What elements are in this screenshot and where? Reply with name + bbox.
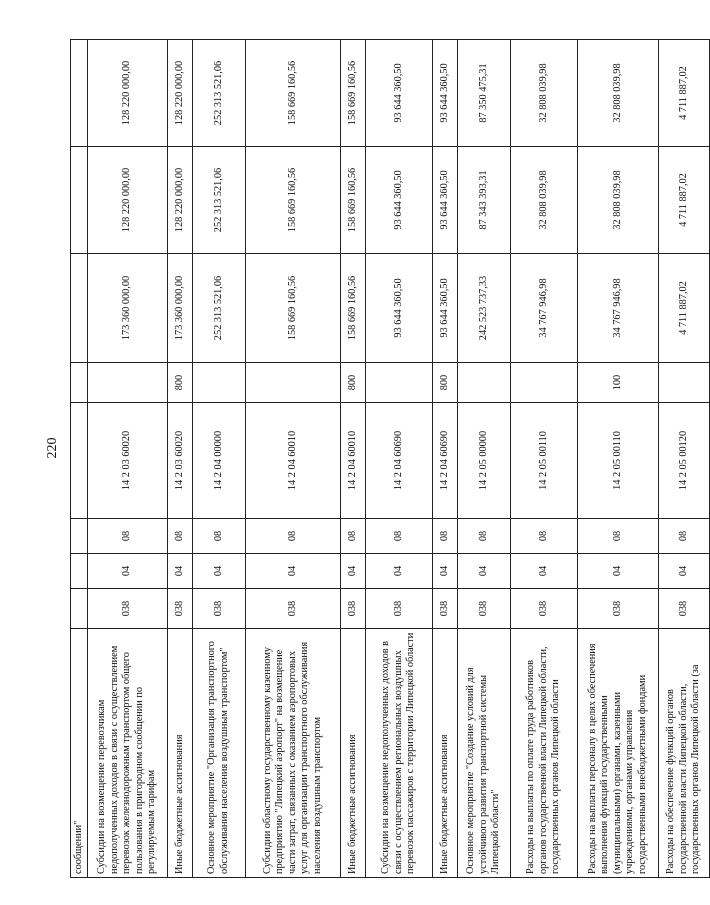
cell-admin: 038 — [88, 589, 168, 629]
cell-section: 04 — [341, 554, 366, 589]
cell-name: Иные бюджетные ассигнования — [341, 629, 366, 878]
cell-name: Иные бюджетные ассигнования — [433, 629, 458, 878]
cell-admin — [71, 589, 88, 629]
cell-y1: 252 313 521,06 — [193, 254, 246, 363]
cell-section: 04 — [168, 554, 193, 589]
cell-target — [71, 403, 88, 519]
cell-kind — [458, 363, 511, 403]
cell-y2: 128 220 000,00 — [88, 147, 168, 254]
cell-y2: 93 644 360,50 — [366, 147, 433, 254]
cell-target: 14 2 05 00110 — [578, 403, 659, 519]
cell-y2: 128 220 000,00 — [168, 147, 193, 254]
cell-name: Иные бюджетные ассигнования — [168, 629, 193, 878]
cell-y2: 252 313 521,06 — [193, 147, 246, 254]
cell-name: Субсидии на возмещение недополученных доходов в связи с осуществлением региональных воздушных перевозок пассажиров с территории Липецкой области — [366, 629, 433, 878]
cell-subsection: 08 — [341, 519, 366, 554]
cell-kind — [246, 363, 341, 403]
cell-y2: 87 343 393,31 — [458, 147, 511, 254]
cell-section: 04 — [193, 554, 246, 589]
cell-y2: 158 669 160,56 — [246, 147, 341, 254]
cell-kind: 800 — [433, 363, 458, 403]
cell-section: 04 — [458, 554, 511, 589]
cell-y2: 4 711 887,02 — [659, 147, 710, 254]
cell-admin: 038 — [458, 589, 511, 629]
table-row — [341, 40, 366, 878]
cell-target: 14 2 03 60020 — [88, 403, 168, 519]
cell-kind — [88, 363, 168, 403]
cell-y3: 87 350 475,31 — [458, 40, 511, 147]
cell-section: 04 — [659, 554, 710, 589]
cell-subsection: 08 — [458, 519, 511, 554]
page-number: 220 — [45, 437, 60, 459]
cell-y1: 173 360 000,00 — [88, 254, 168, 363]
table-row — [578, 40, 659, 878]
cell-section: 04 — [433, 554, 458, 589]
table-row — [458, 40, 511, 878]
table-row — [88, 40, 168, 878]
table-row — [366, 40, 433, 878]
table-row — [193, 40, 246, 878]
cell-name: Расходы на выплаты по оплате труда работников органов государственной власти Липецкой области, государственных органов Липецкой области — [511, 629, 578, 878]
cell-admin: 038 — [168, 589, 193, 629]
cell-y3: 128 220 000,00 — [168, 40, 193, 147]
cell-section: 04 — [88, 554, 168, 589]
cell-kind — [511, 363, 578, 403]
cell-y1: 173 360 000,00 — [168, 254, 193, 363]
cell-name: Субсидии областному государственному казенному предприятию "Липецкий аэропорт" на возмещение части затрат, связанных с оказанием аэропортовых услуг для организации транспортного обслуживания населения воздушным транспортом — [246, 629, 341, 878]
cell-admin: 038 — [578, 589, 659, 629]
budget-table-container — [70, 40, 702, 878]
cell-y1: 34 767 946,98 — [578, 254, 659, 363]
cell-target: 14 2 04 60010 — [341, 403, 366, 519]
cell-target: 14 2 05 00000 — [458, 403, 511, 519]
cell-y1: 158 669 160,56 — [341, 254, 366, 363]
cell-name: Основное мероприятие "Организация транспортного обслуживания населения воздушным транспортом" — [193, 629, 246, 878]
cell-subsection: 08 — [193, 519, 246, 554]
cell-section: 04 — [511, 554, 578, 589]
table-row — [659, 40, 710, 878]
cell-name: сообщении" — [71, 629, 88, 878]
cell-y3: 158 669 160,56 — [341, 40, 366, 147]
cell-section: 04 — [366, 554, 433, 589]
cell-y1: 242 523 737,33 — [458, 254, 511, 363]
cell-y3: 158 669 160,56 — [246, 40, 341, 147]
cell-target: 14 2 03 60020 — [168, 403, 193, 519]
cell-target: 14 2 04 60690 — [366, 403, 433, 519]
cell-y1: 158 669 160,56 — [246, 254, 341, 363]
cell-kind — [659, 363, 710, 403]
cell-y1: 34 767 946,98 — [511, 254, 578, 363]
cell-subsection: 08 — [659, 519, 710, 554]
cell-admin: 038 — [366, 589, 433, 629]
cell-section — [71, 554, 88, 589]
cell-admin: 038 — [341, 589, 366, 629]
cell-kind: 800 — [341, 363, 366, 403]
cell-subsection: 08 — [88, 519, 168, 554]
budget-table — [70, 39, 710, 878]
cell-kind — [366, 363, 433, 403]
cell-kind: 800 — [168, 363, 193, 403]
cell-target: 14 2 04 00000 — [193, 403, 246, 519]
rotated-page — [70, 40, 702, 878]
cell-y3: 32 808 039,98 — [578, 40, 659, 147]
cell-subsection: 08 — [511, 519, 578, 554]
table-row — [246, 40, 341, 878]
cell-y1: 93 644 360,50 — [433, 254, 458, 363]
cell-target: 14 2 04 60690 — [433, 403, 458, 519]
cell-name: Основное мероприятие "Создание условий для устойчивого развития транспортной системы Липецкой области" — [458, 629, 511, 878]
cell-y1: 93 644 360,50 — [366, 254, 433, 363]
cell-section: 04 — [578, 554, 659, 589]
table-row — [433, 40, 458, 878]
cell-subsection — [71, 519, 88, 554]
cell-y3 — [71, 40, 88, 147]
cell-target: 14 2 05 00120 — [659, 403, 710, 519]
cell-admin: 038 — [659, 589, 710, 629]
cell-y1 — [71, 254, 88, 363]
cell-admin: 038 — [246, 589, 341, 629]
cell-target: 14 2 04 60010 — [246, 403, 341, 519]
table-row — [168, 40, 193, 878]
cell-y3: 32 808 039,98 — [511, 40, 578, 147]
table-row — [71, 40, 88, 878]
cell-y2: 158 669 160,56 — [341, 147, 366, 254]
cell-admin: 038 — [193, 589, 246, 629]
cell-y1: 4 711 887,02 — [659, 254, 710, 363]
cell-subsection: 08 — [578, 519, 659, 554]
cell-y3: 93 644 360,50 — [366, 40, 433, 147]
cell-admin: 038 — [433, 589, 458, 629]
cell-subsection: 08 — [366, 519, 433, 554]
cell-name: Расходы на обеспечение функций органов государственной власти Липецкой области, государственных органов Липецкой области (за — [659, 629, 710, 878]
budget-table-body — [71, 40, 710, 878]
cell-kind — [193, 363, 246, 403]
cell-kind — [71, 363, 88, 403]
cell-y2 — [71, 147, 88, 254]
cell-section: 04 — [246, 554, 341, 589]
table-row — [511, 40, 578, 878]
cell-kind: 100 — [578, 363, 659, 403]
cell-y3: 128 220 000,00 — [88, 40, 168, 147]
cell-y2: 32 808 039,98 — [578, 147, 659, 254]
cell-name: Расходы на выплаты персоналу в целях обеспечения выполнения функций государственными (муниципальными) органами, казенными учреждениями, органами управления государственными внебюджетными фондами — [578, 629, 659, 878]
cell-y2: 93 644 360,50 — [433, 147, 458, 254]
cell-y3: 93 644 360,50 — [433, 40, 458, 147]
cell-subsection: 08 — [246, 519, 341, 554]
cell-name: Субсидии на возмещение перевозчикам недополученных доходов в связи с осуществлением перевозок железнодорожным транспортом общего пользования в пригородном сообщении по регулируемым тарифам — [88, 629, 168, 878]
cell-y2: 32 808 039,98 — [511, 147, 578, 254]
cell-subsection: 08 — [168, 519, 193, 554]
cell-subsection: 08 — [433, 519, 458, 554]
cell-y3: 4 711 887,02 — [659, 40, 710, 147]
cell-y3: 252 313 521,06 — [193, 40, 246, 147]
cell-target: 14 2 05 00110 — [511, 403, 578, 519]
cell-admin: 038 — [511, 589, 578, 629]
